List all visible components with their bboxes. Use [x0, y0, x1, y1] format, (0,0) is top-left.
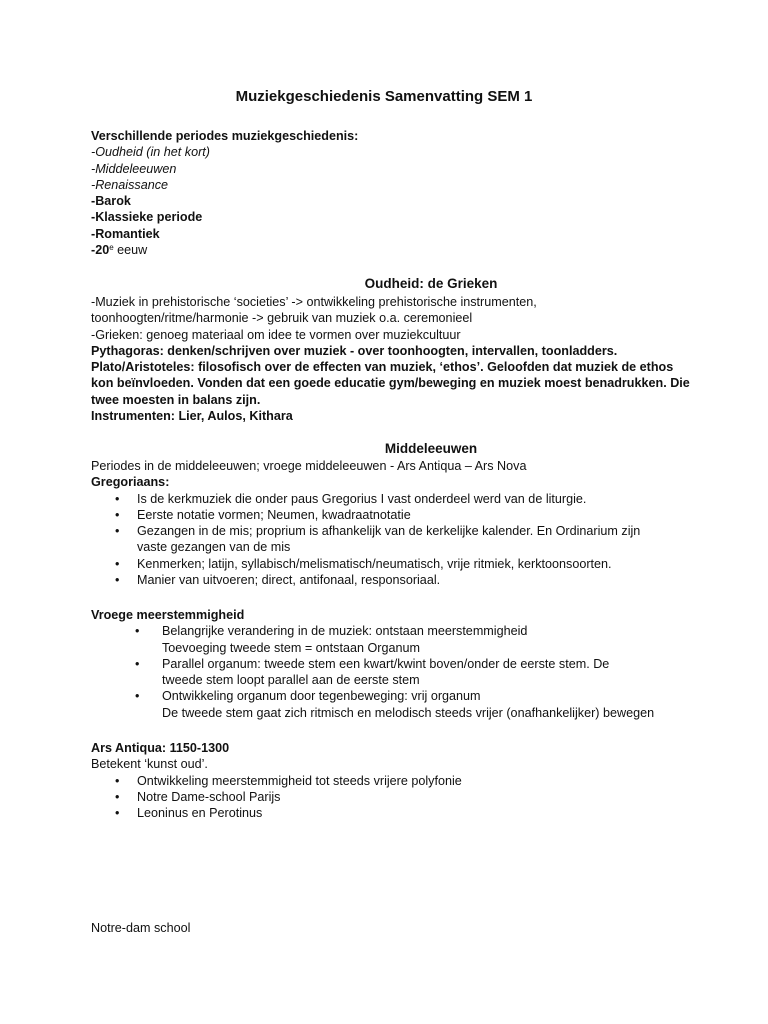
text-line: Betekent ‘kunst oud’.	[91, 757, 208, 772]
period-item: -20e eeuw	[91, 243, 148, 258]
list-item: • Eerste notatie vormen; Neumen, kwadraatnotatie	[115, 507, 411, 522]
period-item: -Klassieke periode	[91, 210, 203, 225]
list-item: • Ontwikkeling meerstemmigheid tot steeds vrijere polyfonie	[115, 773, 462, 788]
list-item: • Leoninus en Perotinus	[115, 806, 263, 821]
oudheid-body	[91, 294, 721, 424]
periods-section	[91, 128, 721, 258]
text-line: Instrumenten: Lier, Aulos, Kithara	[91, 409, 293, 424]
list-item: • Parallel organum: tweede stem een kwart/kwint boven/onder de eerste stem. De tweede stem loopt parallel aan de eerste stem	[135, 656, 610, 688]
bullet: •	[135, 624, 140, 639]
bullet: •	[115, 507, 120, 522]
text-line: kon beïnvloeden. Vonden dat een goede educatie gym/beweging en muziek moest benadrukken. Die	[91, 376, 690, 391]
list-item: • Is de kerkmuziek die onder paus Gregorius I vast onderdeel werd van de liturgie.	[115, 491, 587, 506]
text-line: Notre-dam school	[91, 921, 191, 935]
text-line: toonhoogten/ritme/harmonie -> gebruik van muziek o.a. ceremonieel	[91, 311, 473, 326]
gregoriaans-heading: Gregoriaans:	[91, 475, 170, 490]
bullet: •	[115, 524, 120, 539]
text-line: Pythagoras: denken/schrijven over muziek - over toonhoogten, intervallen, toonladders.	[91, 343, 618, 358]
middeleeuwen-section	[91, 441, 721, 457]
period-item: -Oudheid (in het kort)	[91, 145, 210, 160]
list-item: • Belangrijke verandering in de muziek: ontstaan meerstemmigheid Toevoeging tweede stem = ontstaan Organum	[135, 624, 528, 655]
section-heading: Middeleeuwen	[384, 441, 478, 456]
notre-dam-note	[91, 920, 721, 936]
ars-antiqua-section	[91, 740, 721, 821]
text-line: Periodes in de middeleeuwen; vroege middeleeuwen - Ars Antiqua – Ars Nova	[91, 459, 527, 473]
vroege-list	[91, 623, 721, 721]
list-item: • Ontwikkeling organum door tegenbeweging: vrij organum De tweede stem gaat zich ritmisch en melodisch steeds vrijer (onafhankelijker) bewegen	[135, 689, 655, 720]
list-item: • Notre Dame-school Parijs	[115, 789, 281, 804]
list-item: • Gezangen in de mis; proprium is afhankelijk van de kerkelijke kalender. En Ordinarium zijn vaste gezangen van de mis	[115, 524, 641, 555]
text-line: twee moesten in balans zijn.	[91, 392, 261, 407]
text-line: -Grieken: genoeg materiaal om idee te vormen over muziekcultuur	[91, 327, 461, 342]
bullet: •	[115, 789, 120, 804]
vroege-heading: Vroege meerstemmigheid	[91, 608, 245, 622]
list-item: • Kenmerken; latijn, syllabisch/melismatisch/neumatisch, vrije ritmiek, kerktoonsoorten.	[115, 556, 612, 571]
section-heading: Oudheid: de Grieken	[364, 276, 498, 291]
gregoriaans-list	[91, 491, 721, 589]
bullet: •	[115, 573, 120, 588]
oudheid-section	[91, 276, 721, 292]
bullet: •	[115, 806, 120, 821]
bullet: •	[115, 773, 120, 788]
text-line: -Muziek in prehistorische ‘societies’ -> ontwikkeling prehistorische instrumenten,	[91, 295, 537, 309]
period-item: -Barok	[91, 194, 131, 209]
bullet: •	[115, 556, 120, 571]
document-title: Muziekgeschiedenis Samenvatting SEM 1	[235, 88, 533, 105]
middeleeuwen-body	[91, 458, 721, 588]
ars-heading: Ars Antiqua: 1150-1300	[91, 741, 230, 755]
bullet: •	[135, 656, 140, 671]
bullet: •	[115, 491, 120, 506]
periods-heading: Verschillende periodes muziekgeschiedenis:	[91, 129, 359, 143]
period-item: -Renaissance	[91, 177, 169, 192]
text-line: Plato/Aristoteles: filosofisch over de effecten van muziek, ‘ethos’. Geloofden dat muziek de ethos	[91, 360, 674, 375]
ars-list	[91, 773, 721, 822]
list-item: • Manier van uitvoeren; direct, antifonaal, responsoriaal.	[115, 573, 441, 588]
bullet: •	[135, 689, 140, 704]
period-item: -Middeleeuwen	[91, 161, 177, 176]
period-item: -Romantiek	[91, 226, 160, 241]
vroege-section	[91, 607, 721, 721]
